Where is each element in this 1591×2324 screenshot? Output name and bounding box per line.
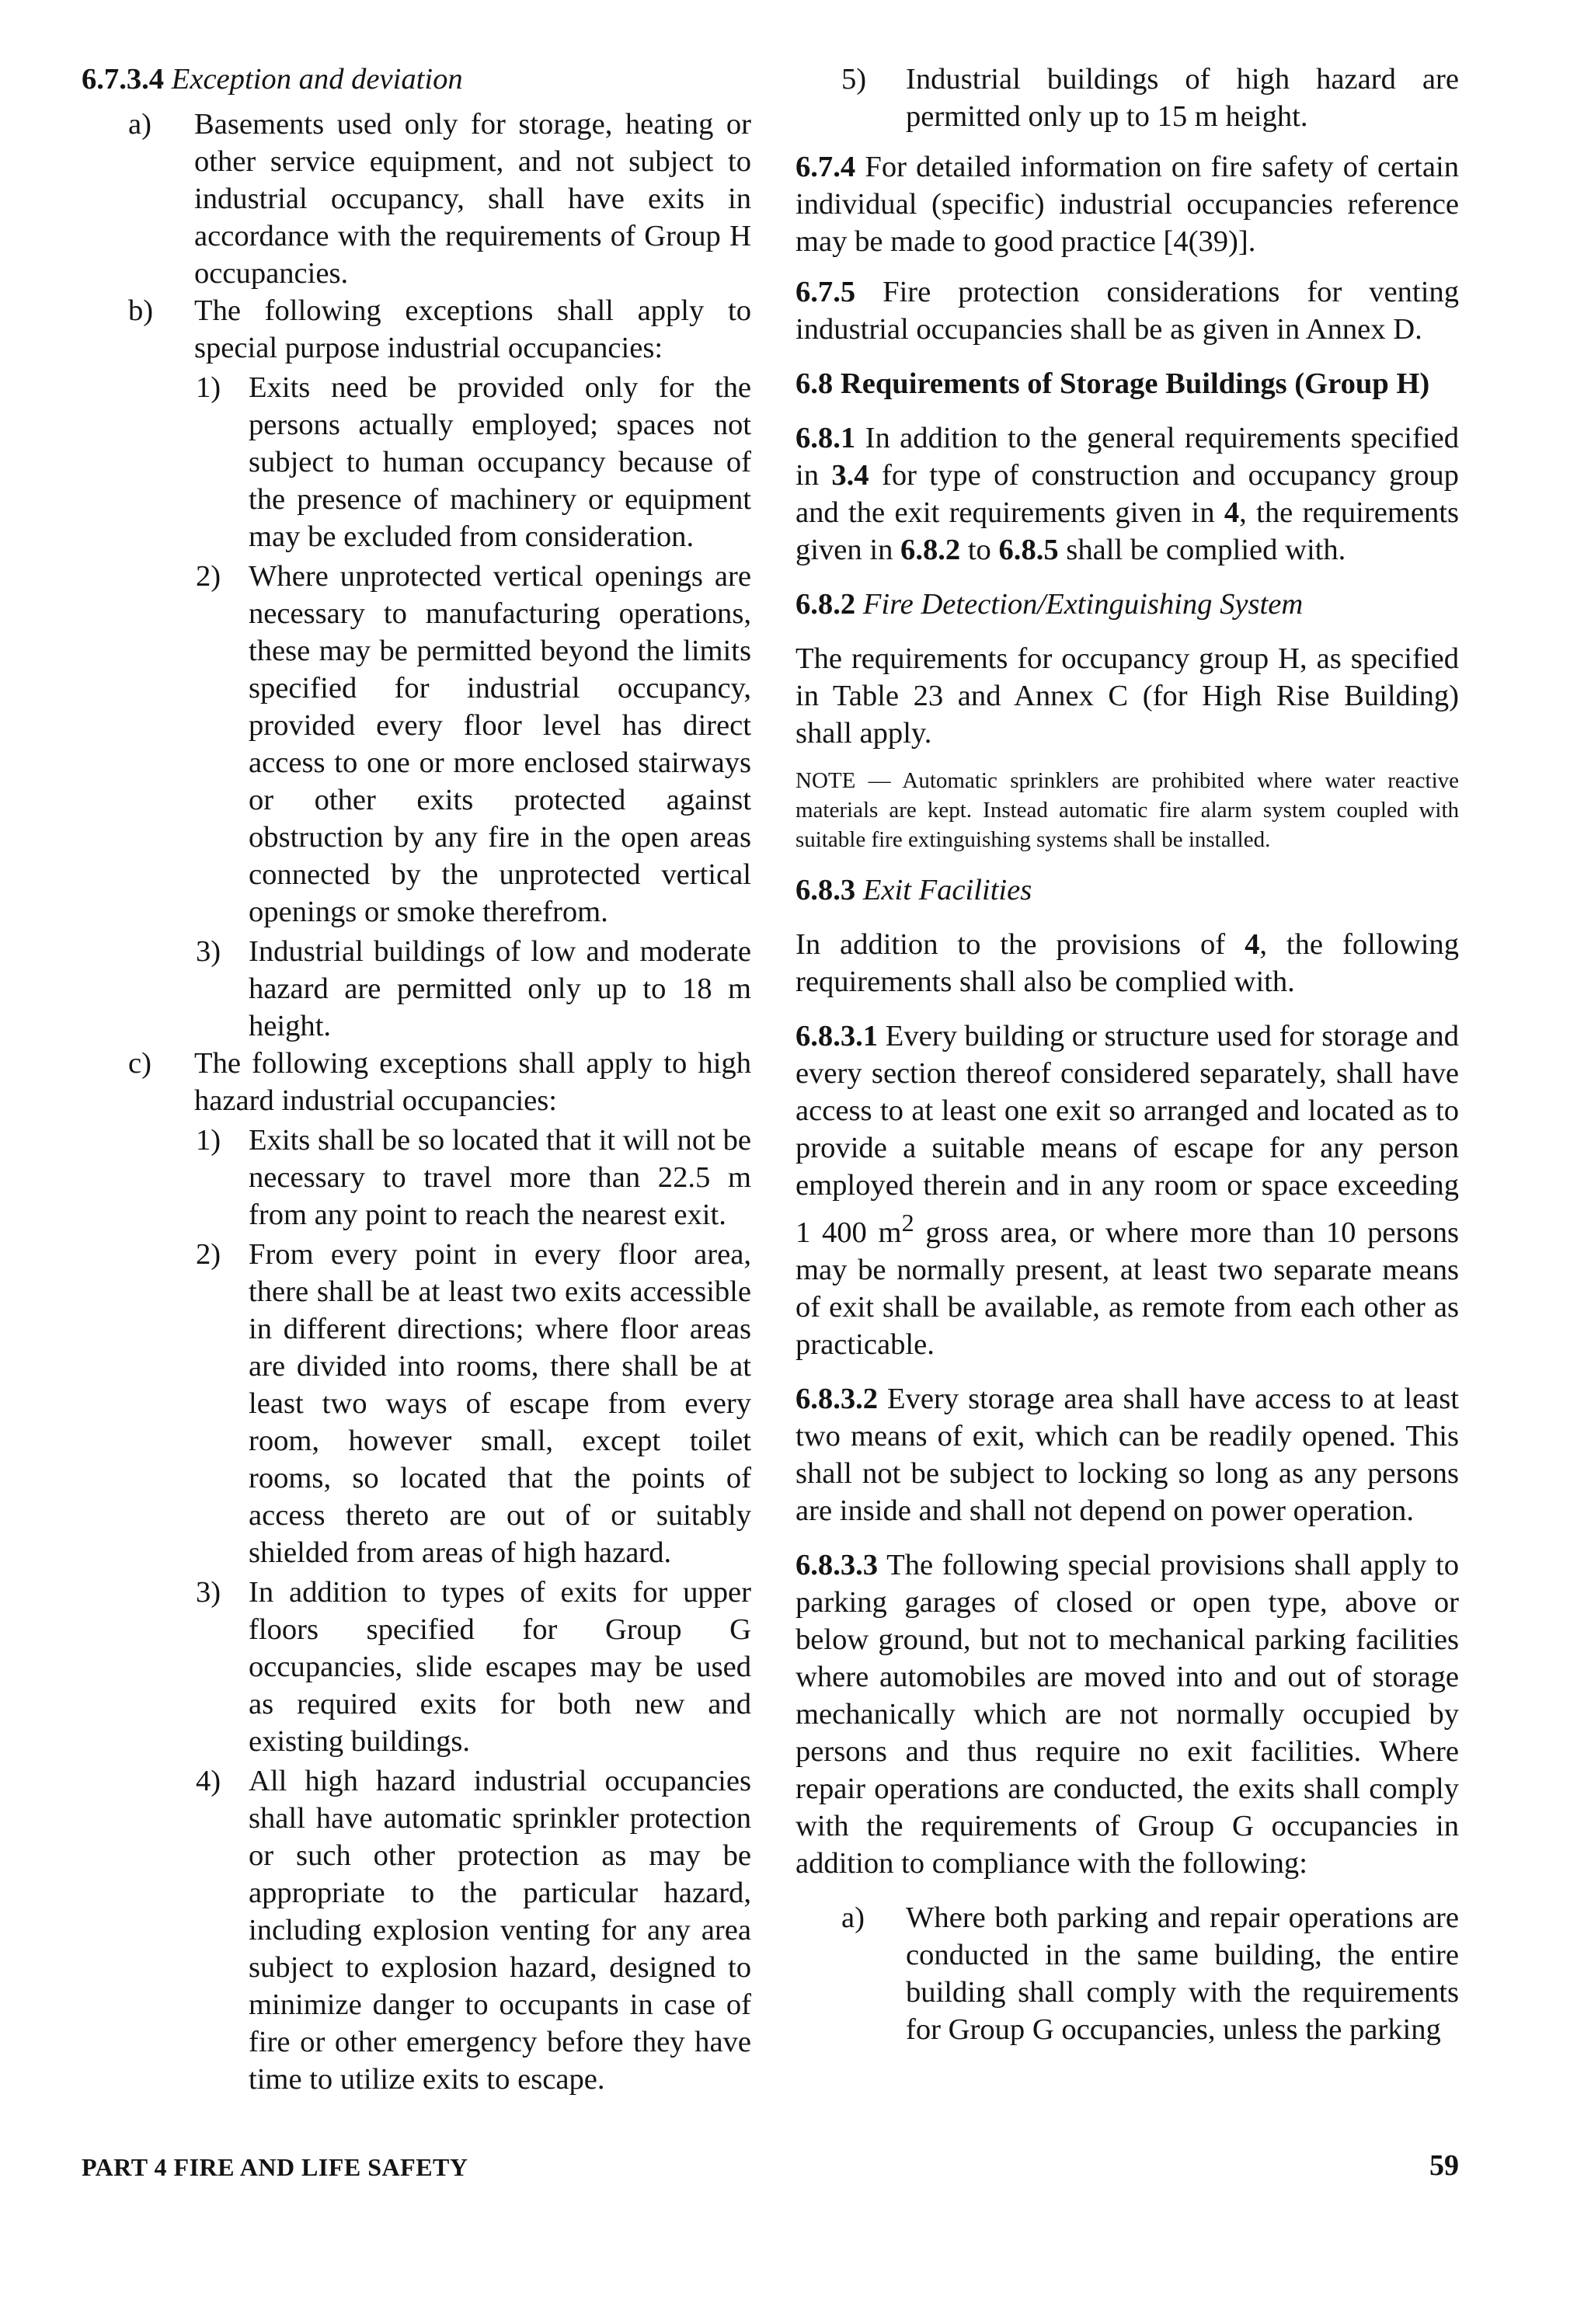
- clause-6-8-3-heading: 6.8.3 Exit Facilities: [796, 874, 1032, 906]
- heading-6-7-3-4: 6.7.3.4 Exception and deviation: [82, 63, 463, 96]
- list-item-a: a) Basements used only for storage, heating or other service equipment, and not subject to industrial occupancy, shall have exits in accordance with the requirements of Group H occupancies.: [128, 108, 751, 290]
- list-item-b1: 1) Exits need be provided only for the persons actually employed; spaces not subject to human occupancy because of the presence of machinery or equipment may be excluded from consideration.: [196, 371, 751, 553]
- list-item-b: b) The following exceptions shall apply to special purpose industrial occupancies:: [128, 294, 751, 364]
- clause-6-7-4: 6.7.4 For detailed information on fire safety of certain individual (specific) industrial occupancies reference may be made to good practice [4(39)].: [796, 151, 1459, 258]
- clause-6-8-2-text: The requirements for occupancy group H, as specified in Table 23 and Annex C (for High Rise Building) shall apply.: [796, 642, 1459, 750]
- note: NOTE — Automatic sprinklers are prohibited where water reactive materials are kept. Instead automatic fire alarm system coupled with suitable fire extinguishing systems shall be installed.: [796, 768, 1459, 852]
- footer-part-title: PART 4 FIRE AND LIFE SAFETY: [82, 2153, 468, 2181]
- section-6-8-title: 6.8 Requirements of Storage Buildings (Group H): [796, 367, 1430, 400]
- clause-6-7-5: 6.7.5 Fire protection considerations for venting industrial occupancies shall be as given in Annex D.: [796, 276, 1459, 346]
- clause-6-8-3-1: 6.8.3.1 Every building or structure used for storage and every section thereof considered separately, shall have access to at least one exit so arranged and located as to provide a suitable means of escape for any person employed therein and in any room or space exceeding 1 400 $m^2$ gross area, or where more than 10 persons may be normally present, at least two separate means of exit shall be available, as remote from each other as practicable.: [796, 1020, 1460, 1361]
- list-item-6-8-3-3-a: a) Where both parking and repair operations are conducted in the same building, the entire building shall comply with the requirements for Group G occupancies, unless the parking: [841, 1901, 1459, 2046]
- list-item-b2: 2) Where unprotected vertical openings are necessary to manufacturing operations, these may be permitted beyond the limits specified for industrial occupancy, provided every floor level has direct access to one or more enclosed stairways or other exits protected against obstruction by any fire in the open areas connected by the unprotected vertical openings or smoke therefrom.: [196, 560, 751, 928]
- page-number: 59: [1429, 2149, 1459, 2182]
- clause-6-8-3-2: 6.8.3.2 Every storage area shall have access to at least two means of exit, which can be readily opened. This shall not be subject to locking so long as any persons are inside and shall not depend on power operation.: [796, 1382, 1459, 1527]
- list-item-b3: 3) Industrial buildings of low and moderate hazard are permitted only up to 18 m height.: [196, 935, 751, 1042]
- list-item-c: c) The following exceptions shall apply to high hazard industrial occupancies:: [128, 1047, 751, 1117]
- clause-6-8-3-text: In addition to the provisions of 4, the following requirements shall also be complied with.: [796, 928, 1459, 998]
- list-item-c1: 1) Exits shall be so located that it will not be necessary to travel more than 22.5 m from any point to reach the nearest exit.: [196, 1124, 751, 1231]
- left-column: [82, 61, 751, 2098]
- clause-6-8-1: 6.8.1 In addition to the general requirements specified in 3.4 for type of construction and occupancy group and the exit requirements given in 4, the requirements given in 6.8.2 to 6.8.5 shall be complied with.: [796, 422, 1459, 566]
- list-item-c2: 2) From every point in every floor area, there shall be at least two exits accessible in different directions; where floor areas are divided into rooms, there shall be at least two ways of escape from every room, however small, except toilet rooms, so located that the points of access thereto are out of or suitably shielded from areas of high hazard.: [196, 1238, 751, 1569]
- list-item-c4: 4) All high hazard industrial occupancies shall have automatic sprinkler protection or such other protection as may be appropriate to the particular hazard, including explosion venting for any area subject to explosion hazard, designed to minimize danger to occupants in case of fire or other emergency before they have time to utilize exits to escape.: [196, 1765, 751, 2096]
- right-column: [796, 61, 1459, 2048]
- list-item-c5: 5) Industrial buildings of high hazard are permitted only up to 15 m height.: [841, 63, 1459, 133]
- clause-6-8-3-3: 6.8.3.3 The following special provisions shall apply to parking garages of closed or open type, above or below ground, but not to mechanical parking facilities where automobiles are moved into and out of storage mechanically which are not normally occupied by persons and thus require no exit facilities. Where repair operations are conducted, the exits shall comply with the requirements of Group G occupancies in addition to compliance with the following:: [796, 1548, 1459, 1880]
- clause-6-8-2-heading: 6.8.2 Fire Detection/Extinguishing System: [796, 588, 1304, 621]
- list-item-c3: 3) In addition to types of exits for upper floors specified for Group G occupancies, slide escapes may be used as required exits for both new and existing buildings.: [196, 1576, 751, 1758]
